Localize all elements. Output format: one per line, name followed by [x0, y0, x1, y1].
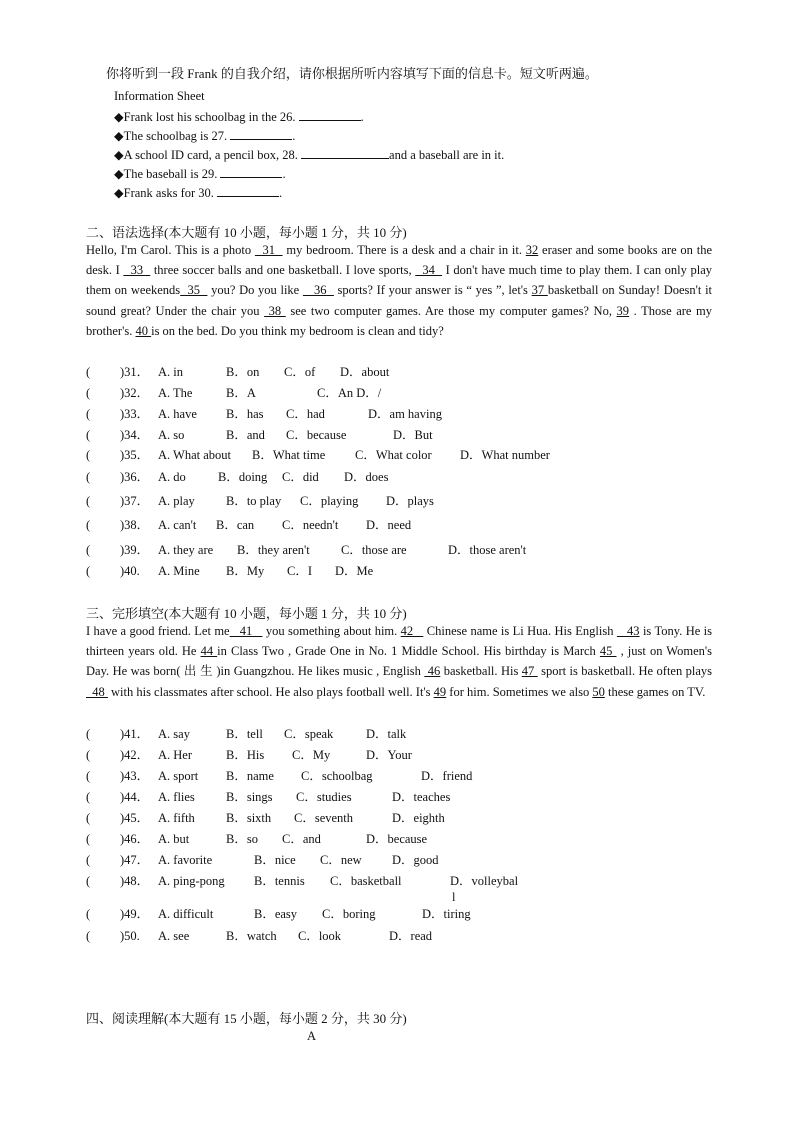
answer-paren[interactable]: (: [86, 853, 91, 867]
option-a: A. Mine: [158, 564, 200, 578]
question-number: )33．: [120, 407, 150, 421]
option-b: B．so: [226, 832, 258, 846]
option-c: C．needn't: [282, 518, 339, 532]
information-sheet-item: [114, 165, 286, 182]
item-text: Frank asks for 30.: [123, 186, 218, 200]
answer-paren[interactable]: (: [86, 564, 91, 578]
option-a: A. Her: [158, 748, 193, 762]
blank-number: 31: [254, 243, 283, 257]
option-b: B．and: [226, 428, 265, 442]
option-a: A. see: [158, 929, 190, 943]
option-c: C．because: [286, 428, 347, 442]
answer-paren[interactable]: (: [86, 769, 91, 783]
option-b: B．has: [226, 407, 264, 421]
question-number: )44．: [120, 790, 150, 804]
option-c: C．and: [282, 832, 321, 846]
option-d: D．because: [366, 832, 428, 846]
option-b: B．they aren't: [237, 543, 310, 557]
answer-paren[interactable]: (: [86, 929, 91, 943]
option-d: D．Me: [335, 564, 374, 578]
answer-blank[interactable]: [301, 146, 389, 159]
answer-paren[interactable]: (: [86, 494, 91, 508]
passage-text: , just on Women's Day. He was born( 出 生 )in Guangzhou. He likes music , English: [86, 644, 712, 679]
question-number: )46．: [120, 832, 150, 846]
question-number: )35．: [120, 448, 150, 462]
passage-text: sport is basketball. He often plays: [537, 664, 713, 679]
option-d: D．teaches: [392, 790, 451, 804]
answer-blank[interactable]: [220, 165, 282, 178]
item-text: The baseball is 29.: [123, 167, 221, 181]
option-c: C．did: [282, 470, 319, 484]
blank-number: 39: [616, 303, 630, 318]
diamond-bullet-icon: ◆: [114, 167, 124, 181]
option-b: B．easy: [254, 907, 298, 921]
grammar-heading: 二、语法选择(本大题有 10 小题，每小题 1 分，共 10 分): [86, 225, 407, 240]
blank-number: 50: [592, 684, 605, 699]
information-sheet-item: [114, 108, 364, 125]
passage-text: is Tony. He is thirteen years old. He: [86, 624, 713, 659]
option-a: A. they are: [158, 543, 214, 557]
item-text: Frank lost his schoolbag in the 26.: [123, 110, 299, 124]
answer-paren[interactable]: (: [86, 907, 91, 921]
item-ending: .: [292, 129, 296, 143]
diamond-bullet-icon: ◆: [114, 148, 124, 162]
item-ending: and a baseball are in it.: [389, 148, 505, 162]
passage-text: sports? If your answer is “ yes ”, let's: [333, 283, 532, 298]
option-c: C．playing: [300, 494, 359, 508]
option-d: D．those aren't: [448, 543, 527, 557]
item-ending: .: [360, 110, 364, 124]
option-c: C．new: [320, 853, 362, 867]
answer-paren[interactable]: (: [86, 365, 91, 379]
question-number: )47．: [120, 853, 150, 867]
question-number: )34．: [120, 428, 150, 442]
option-b: B．can: [216, 518, 255, 532]
blank-number: 38: [264, 303, 286, 318]
question-number: )43．: [120, 769, 150, 783]
option-a: A. fifth: [158, 811, 195, 825]
answer-paren[interactable]: (: [86, 790, 91, 804]
passage-text: Hello, I'm Carol. This is a photo: [86, 243, 255, 257]
answer-paren[interactable]: (: [86, 748, 91, 762]
answer-paren[interactable]: (: [86, 727, 91, 741]
answer-paren[interactable]: (: [86, 874, 91, 888]
passage-text: three soccer balls and one basketball. I love sports,: [150, 263, 416, 278]
option-c: C．look: [298, 929, 342, 943]
option-c: C．seventh: [294, 811, 354, 825]
blank-number: 32: [525, 243, 539, 257]
question-number: )38．: [120, 518, 150, 532]
blank-number: 46: [424, 664, 441, 679]
answer-paren[interactable]: (: [86, 428, 91, 442]
option-a: A. but: [158, 832, 190, 846]
listening-instruction: 你将听到一段 Frank 的自我介绍，请你根据所听内容填写下面的信息卡。短文听两遍。: [106, 66, 598, 81]
passage-text: with his classmates after school. He also plays football well. It's: [107, 684, 434, 699]
option-d: D．does: [344, 470, 389, 484]
option-d: D．am having: [368, 407, 442, 421]
passage-text: in Class Two , Grade One in No. 1 Middle School. His birthday is March: [217, 644, 600, 659]
question-number: )42．: [120, 748, 150, 762]
blank-number: 48: [86, 684, 108, 699]
blank-number: 37: [531, 283, 548, 298]
question-number: )31．: [120, 365, 150, 379]
option-b: B．sings: [226, 790, 273, 804]
cloze-heading: 三、完形填空(本大题有 10 小题，每小题 1 分，共 10 分): [86, 606, 407, 621]
blank-number: 40: [135, 323, 152, 338]
diamond-bullet-icon: ◆: [114, 186, 124, 200]
option-d-wrap: l: [452, 890, 456, 904]
answer-blank[interactable]: [217, 184, 279, 197]
information-sheet-item: [114, 146, 504, 163]
answer-blank[interactable]: [230, 127, 292, 140]
answer-paren[interactable]: (: [86, 832, 91, 846]
option-a: A. The: [158, 386, 193, 400]
item-text: A school ID card, a pencil box, 28.: [123, 148, 302, 162]
option-b: B．nice: [254, 853, 296, 867]
option-a: A. do: [158, 470, 186, 484]
option-d: D．volleybal: [450, 874, 519, 888]
question-number: )50.: [120, 929, 140, 943]
option-b: B．His: [226, 748, 265, 762]
option-c: C．I: [287, 564, 313, 578]
diamond-bullet-icon: ◆: [114, 129, 124, 143]
option-c: C．those are: [341, 543, 407, 557]
option-a: A. have: [158, 407, 197, 421]
option-d: D．But: [393, 428, 433, 442]
cloze-passage: [86, 621, 712, 702]
question-number: )49．: [120, 907, 150, 921]
blank-number: 49: [433, 684, 447, 699]
option-b: B．A: [226, 386, 256, 400]
answer-paren[interactable]: (: [86, 386, 91, 400]
question-number: )41．: [120, 727, 150, 741]
option-d: D．good: [392, 853, 439, 867]
question-number: )40.: [120, 564, 140, 578]
passage-text: Chinese name is Li Hua. His English: [423, 624, 617, 638]
option-a: A. say: [158, 727, 190, 741]
passage-text: you? Do you like: [207, 283, 303, 298]
option-b: B．doing: [218, 470, 268, 484]
question-number: )45．: [120, 811, 150, 825]
option-c: C．speak: [284, 727, 334, 741]
option-c: C．studies: [296, 790, 352, 804]
option-a: A. sport: [158, 769, 199, 783]
option-b: B．name: [226, 769, 274, 783]
option-b: B．sixth: [226, 811, 272, 825]
blank-number: 42: [400, 624, 424, 638]
option-d: D．eighth: [392, 811, 445, 825]
diamond-bullet-icon: ◆: [114, 110, 124, 124]
option-d: D．Your: [366, 748, 412, 762]
option-a: A. ping-pong: [158, 874, 225, 888]
option-c: C．had: [286, 407, 325, 421]
option-d: D．need: [366, 518, 412, 532]
option-d: D．plays: [386, 494, 434, 508]
option-b: B．What time: [252, 448, 326, 462]
option-b: B．My: [226, 564, 265, 578]
blank-number: 36: [302, 283, 334, 298]
passage-text: I don't have much time to play them. I can only play them on weekends: [86, 263, 713, 298]
passage-text: see two computer games. Are those my computer games? No,: [285, 303, 617, 318]
option-a: A. so: [158, 428, 185, 442]
option-b: B．on: [226, 365, 260, 379]
option-a: A. play: [158, 494, 195, 508]
blank-number: 34: [415, 263, 443, 278]
option-a: A. in: [158, 365, 183, 379]
answer-paren[interactable]: (: [86, 407, 91, 421]
option-b: B．tell: [226, 727, 263, 741]
question-number: )37．: [120, 494, 150, 508]
item-ending: .: [279, 186, 283, 200]
blank-number: 43: [616, 624, 640, 638]
question-number: )48．: [120, 874, 150, 888]
information-sheet-title: Information Sheet: [114, 89, 205, 103]
item-ending: .: [282, 167, 286, 181]
blank-number: 45: [599, 644, 617, 659]
option-c: C．My: [292, 748, 331, 762]
option-c: C．of: [284, 365, 316, 379]
answer-paren[interactable]: (: [86, 811, 91, 825]
answer-paren[interactable]: (: [86, 518, 91, 532]
option-c: C．An D．/: [317, 386, 382, 400]
option-c: C．What color: [355, 448, 432, 462]
question-number: )32．: [120, 386, 150, 400]
question-number: )39．: [120, 543, 150, 557]
blank-number: 47: [521, 664, 538, 679]
passage-text: basketball on Sunday! Doesn't it sound great? Under the chair you: [86, 283, 713, 318]
passage-text: is on the bed. Do you think my bedroom is clean and tidy?: [151, 323, 444, 338]
option-c: C．schoolbag: [301, 769, 373, 783]
option-a: A. difficult: [158, 907, 214, 921]
option-d: D．friend: [421, 769, 473, 783]
option-d: D．read: [389, 929, 433, 943]
answer-paren[interactable]: (: [86, 470, 91, 484]
option-c: C．boring: [322, 907, 376, 921]
answer-blank[interactable]: [299, 108, 361, 121]
passage-text: basketball. His: [440, 664, 522, 679]
reading-heading: 四、阅读理解(本大题有 15 小题，每小题 2 分，共 30 分): [86, 1011, 407, 1026]
passage-text: you something about him.: [262, 624, 401, 638]
blank-number: 33: [123, 263, 151, 278]
option-b: B．to play: [226, 494, 282, 508]
answer-paren[interactable]: (: [86, 448, 91, 462]
passage-text: my bedroom. There is a desk and a chair in it.: [282, 243, 526, 257]
information-sheet-item: [114, 127, 295, 144]
item-text: The schoolbag is 27.: [123, 129, 231, 143]
option-d: D．What number: [460, 448, 550, 462]
option-a: A. can't: [158, 518, 197, 532]
question-number: )36．: [120, 470, 150, 484]
reading-part-label: A: [307, 1029, 317, 1043]
passage-text: eraser and some books are on the desk. I: [86, 243, 712, 278]
passage-text: . Those are my brother's.: [86, 303, 713, 338]
passage-text: these games on TV.: [604, 684, 706, 699]
option-a: A. favorite: [158, 853, 213, 867]
option-a: A. What about: [158, 448, 232, 462]
option-c: C．basketball: [330, 874, 402, 888]
blank-number: 41: [229, 624, 263, 638]
answer-paren[interactable]: (: [86, 543, 91, 557]
blank-number: 35: [180, 283, 208, 298]
information-sheet-item: [114, 184, 282, 201]
option-d: D．tiring: [422, 907, 471, 921]
option-d: D．talk: [366, 727, 407, 741]
option-b: B．tennis: [254, 874, 305, 888]
grammar-passage: [86, 240, 712, 341]
option-d: D．about: [340, 365, 390, 379]
option-b: B．watch: [226, 929, 277, 943]
option-a: A. flies: [158, 790, 195, 804]
blank-number: 44: [200, 644, 218, 659]
passage-text: I have a good friend. Let me: [86, 624, 230, 638]
passage-text: for him. Sometimes we also: [446, 684, 593, 699]
